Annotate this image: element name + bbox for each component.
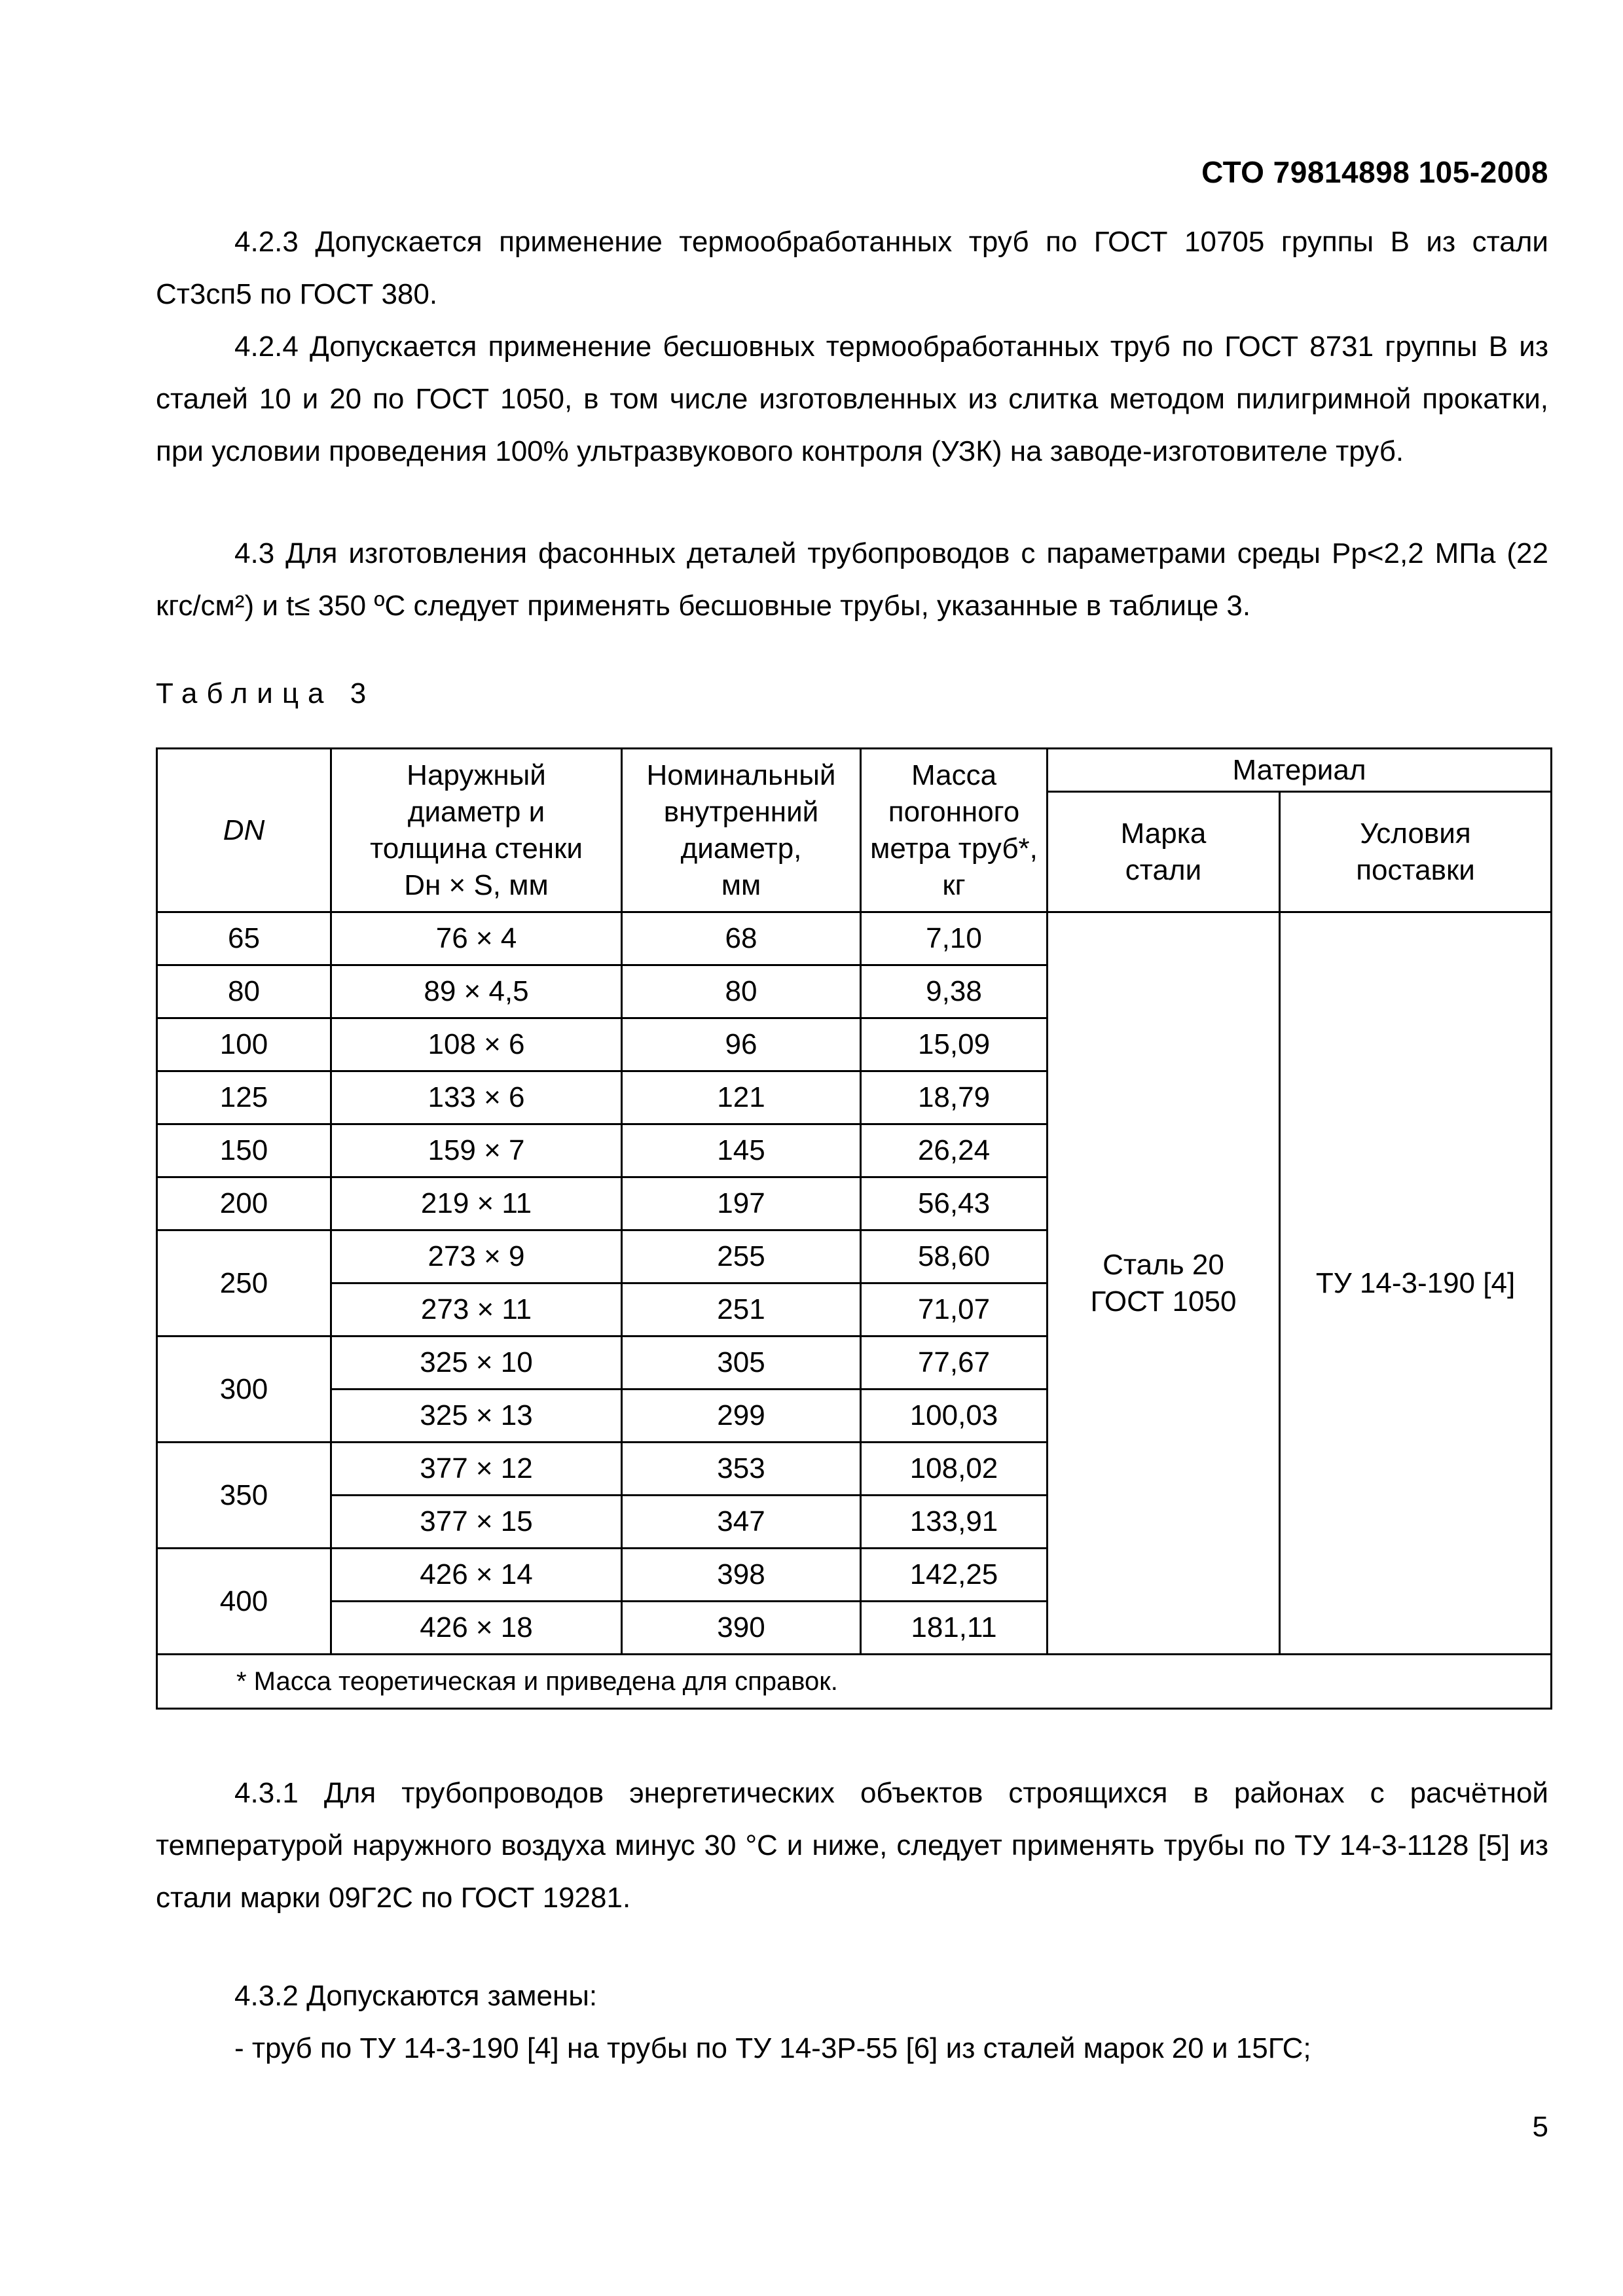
paragraph-4-2-4: 4.2.4 Допускается применение бесшовных термообработанных труб по ГОСТ 8731 группы В из сталей 10 и 20 по ГОСТ 1050, в том числе изготовленных из слитка методом пилигримной прокатки, при условии проведения 100% ультразвукового контроля (УЗК) на заводе-изготовителе труб.	[156, 331, 1548, 467]
table-caption: Таблица 3	[156, 677, 376, 709]
table-footnote: * Масса теоретическая и приведена для справок.	[157, 1655, 1552, 1709]
header-mass-l2: погонного	[888, 795, 1020, 828]
header-outer-l3: толщина стенки	[370, 832, 583, 865]
cell-size: 133 × 6	[331, 1071, 622, 1124]
cell-dn: 125	[157, 1071, 331, 1124]
cell-mass: 58,60	[861, 1230, 1048, 1283]
cell-dn: 250	[157, 1230, 331, 1336]
cell-dn: 65	[157, 912, 331, 965]
header-mass	[861, 749, 1048, 912]
paragraph-replacement-item: - труб по ТУ 14-3-190 [4] на трубы по ТУ 14-3Р-55 [6] из сталей марок 20 и 15ГС;	[234, 2032, 1311, 2064]
cell-mass: 181,11	[861, 1602, 1048, 1655]
header-outer-l4: Dн × S, мм	[404, 869, 549, 901]
cell-inner: 145	[622, 1124, 861, 1177]
cell-inner: 347	[622, 1496, 861, 1549]
cell-inner: 305	[622, 1336, 861, 1390]
cell-inner: 121	[622, 1071, 861, 1124]
cell-mass: 18,79	[861, 1071, 1048, 1124]
cell-inner: 197	[622, 1177, 861, 1230]
cell-mass: 108,02	[861, 1443, 1048, 1496]
cell-size: 76 × 4	[331, 912, 622, 965]
cell-mass: 133,91	[861, 1496, 1048, 1549]
cell-inner: 390	[622, 1602, 861, 1655]
header-inner-l2: внутренний	[663, 795, 819, 828]
cell-inner: 68	[622, 912, 861, 965]
cell-mass: 100,03	[861, 1390, 1048, 1443]
cell-dn: 100	[157, 1018, 331, 1071]
header-mass-l1: Масса	[911, 759, 997, 791]
document-code: СТО 79814898 105-2008	[1201, 155, 1548, 189]
table-body	[157, 912, 1552, 1709]
cell-size: 273 × 9	[331, 1230, 622, 1283]
header-material: Материал	[1048, 749, 1552, 792]
pipes-table	[156, 747, 1552, 1710]
header-inner-l3: диаметр,	[680, 832, 802, 865]
table-row	[157, 912, 1552, 965]
cell-mass: 7,10	[861, 912, 1048, 965]
header-supply-conditions	[1280, 792, 1552, 912]
cell-size: 325 × 13	[331, 1390, 622, 1443]
cell-size: 426 × 18	[331, 1602, 622, 1655]
cell-size: 377 × 15	[331, 1496, 622, 1549]
header-steel-l2: стали	[1125, 853, 1202, 886]
header-inner-diameter	[622, 749, 861, 912]
steel-grade-l2: ГОСТ 1050	[1090, 1285, 1237, 1318]
cell-size: 325 × 10	[331, 1336, 622, 1390]
cell-dn: 350	[157, 1443, 331, 1549]
cell-size: 108 × 6	[331, 1018, 622, 1071]
paragraph-4-3: 4.3 Для изготовления фасонных деталей трубопроводов с параметрами среды Рр<2,2 МПа (22 кгс/см²) и t≤ 350 ºС следует применять бесшовные трубы, указанные в таблице 3.	[156, 537, 1548, 622]
cell-dn: 300	[157, 1336, 331, 1443]
header-dn: DN	[157, 749, 331, 912]
cell-mass: 9,38	[861, 965, 1048, 1018]
cell-inner: 398	[622, 1549, 861, 1602]
cell-dn: 400	[157, 1549, 331, 1655]
cell-mass: 77,67	[861, 1336, 1048, 1390]
cell-size: 159 × 7	[331, 1124, 622, 1177]
cell-size: 426 × 14	[331, 1549, 622, 1602]
paragraph-4-3-1: 4.3.1 Для трубопроводов энергетических объектов строящихся в районах с расчётной температурой наружного воздуха минус 30 °С и ниже, следует применять трубы по ТУ 14-3-1128 [5] из стали марки 09Г2С по ГОСТ 19281.	[156, 1777, 1548, 1914]
cell-mass: 15,09	[861, 1018, 1048, 1071]
paragraph-4-2-3: 4.2.3 Допускается применение термообработанных труб по ГОСТ 10705 группы В из стали Ст3сп5 по ГОСТ 380.	[156, 226, 1548, 310]
cell-size: 377 × 12	[331, 1443, 622, 1496]
header-mass-l3: метра труб*,	[870, 832, 1038, 865]
cell-inner: 251	[622, 1283, 861, 1336]
header-supply-l2: поставки	[1356, 853, 1475, 886]
cell-inner: 299	[622, 1390, 861, 1443]
cell-inner: 96	[622, 1018, 861, 1071]
page-number: 5	[1532, 2111, 1548, 2143]
cell-dn: 150	[157, 1124, 331, 1177]
header-steel-grade	[1048, 792, 1280, 912]
cell-dn: 200	[157, 1177, 331, 1230]
cell-inner: 353	[622, 1443, 861, 1496]
cell-steel-grade	[1048, 912, 1280, 1655]
header-inner-l4: мм	[721, 869, 761, 901]
cell-mass: 71,07	[861, 1283, 1048, 1336]
cell-size: 273 × 11	[331, 1283, 622, 1336]
header-steel-l1: Марка	[1120, 817, 1207, 850]
cell-supply-conditions: ТУ 14-3-190 [4]	[1280, 912, 1552, 1655]
header-supply-l1: Условия	[1360, 817, 1471, 850]
steel-grade-l1: Сталь 20	[1103, 1248, 1224, 1281]
cell-mass: 26,24	[861, 1124, 1048, 1177]
cell-size: 89 × 4,5	[331, 965, 622, 1018]
header-mass-l4: кг	[942, 869, 966, 901]
header-outer-l2: диаметр и	[407, 795, 545, 828]
table-header	[157, 749, 1552, 912]
cell-inner: 255	[622, 1230, 861, 1283]
cell-size: 219 × 11	[331, 1177, 622, 1230]
header-outer-l1: Наружный	[407, 759, 546, 791]
cell-dn: 80	[157, 965, 331, 1018]
paragraph-4-3-2: 4.3.2 Допускаются замены:	[234, 1980, 598, 2012]
cell-mass: 142,25	[861, 1549, 1048, 1602]
cell-mass: 56,43	[861, 1177, 1048, 1230]
table-footnote-row	[157, 1655, 1552, 1709]
header-outer-diameter	[331, 749, 622, 912]
header-inner-l1: Номинальный	[646, 759, 836, 791]
cell-inner: 80	[622, 965, 861, 1018]
